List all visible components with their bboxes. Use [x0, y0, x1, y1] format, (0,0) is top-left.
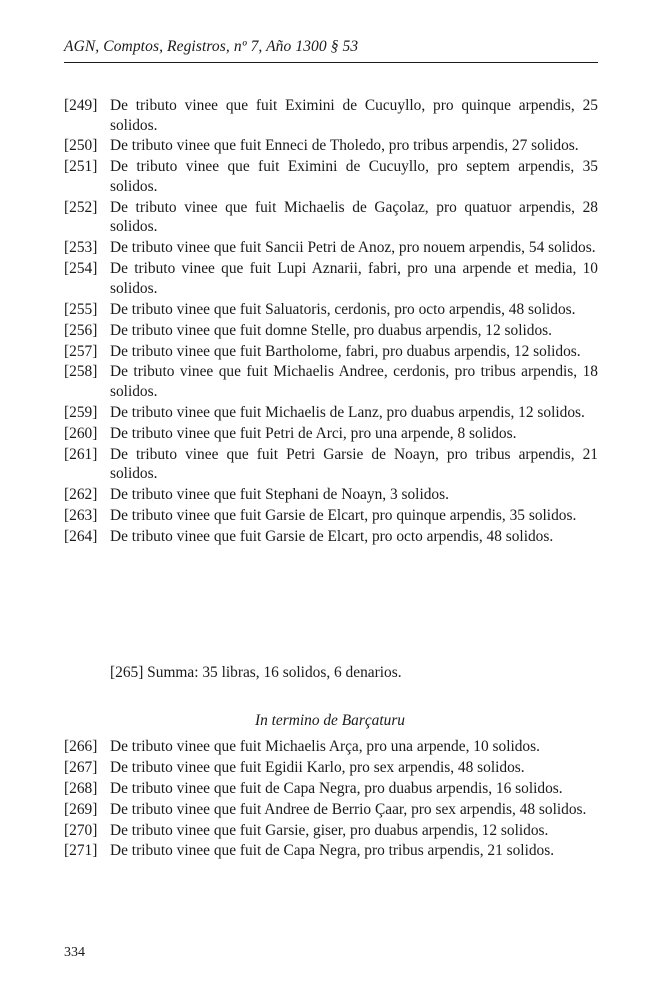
entry-258: [64, 362, 598, 401]
entry-253: [64, 238, 598, 258]
entry-number: [261]: [64, 445, 98, 463]
entry-text: De tributo vinee que fuit Eximini de Cucuyllo, pro septem arpendis, 35 solidos.: [110, 158, 598, 195]
entry-255: [64, 300, 598, 320]
entry-number: [264]: [64, 527, 98, 545]
entry-number: [269]: [64, 800, 98, 818]
entry-252: [64, 198, 598, 237]
entry-text: De tributo vinee que fuit Petri de Arci, pro una arpende, 8 solidos.: [110, 424, 517, 442]
entry-number: [260]: [64, 424, 98, 442]
entry-number: [250]: [64, 137, 98, 155]
entry-text: De tributo vinee que fuit Michaelis de Gaçolaz, pro quatuor arpendis, 28 solidos.: [110, 198, 598, 236]
entry-number: [257]: [64, 342, 98, 360]
summa-total: [265] Summa: 35 libras, 16 solidos, 6 denarios.: [110, 664, 402, 681]
entry-266: [64, 737, 598, 757]
entry-number: [252]: [64, 198, 98, 216]
entry-text: De tributo vinee que fuit Eximini de Cucuyllo, pro quinque arpendis, 25 solidos.: [110, 97, 598, 134]
entry-number: [259]: [64, 403, 98, 421]
entry-text: De tributo vinee que fuit Michaelis Arça, pro una arpende, 10 solidos.: [110, 738, 540, 755]
entry-number: [256]: [64, 321, 98, 339]
entry-number: [251]: [64, 158, 98, 176]
entry-text: De tributo vinee que fuit Lupi Aznarii, fabri, pro una arpende et media, 10 solidos.: [110, 260, 598, 297]
entry-271: [64, 841, 598, 861]
entry-text: De tributo vinee que fuit Andree de Berrio Çaar, pro sex arpendis, 48 solidos.: [110, 800, 587, 818]
entry-262: [64, 485, 598, 505]
entry-text: De tributo vinee que fuit Michaelis de Lanz, pro duabus arpendis, 12 solidos.: [110, 403, 585, 421]
entry-number: [270]: [64, 821, 98, 839]
entry-250: [64, 136, 598, 156]
entry-267: [64, 758, 598, 778]
entry-number: [268]: [64, 779, 98, 797]
entries-list-a: [64, 96, 598, 548]
entry-number: [249]: [64, 97, 98, 114]
entry-text: De tributo vinee que fuit Egidii Karlo, pro sex arpendis, 48 solidos.: [110, 758, 525, 776]
page-number: 334: [64, 945, 85, 960]
entry-number: [271]: [64, 842, 98, 860]
entry-text: De tributo vinee que fuit Saluatoris, cerdonis, pro octo arpendis, 48 solidos.: [110, 300, 576, 318]
entry-number: [266]: [64, 738, 98, 755]
entry-260: [64, 424, 598, 444]
entry-268: [64, 779, 598, 799]
entry-254: [64, 259, 598, 298]
entry-text: De tributo vinee que fuit Petri Garsie de Noayn, pro tribus arpendis, 21 solidos.: [110, 445, 598, 483]
entry-number: [255]: [64, 300, 98, 318]
header-rule: [64, 62, 598, 63]
entry-number: [267]: [64, 758, 98, 776]
entry-text: De tributo vinee que fuit Stephani de Noayn, 3 solidos.: [110, 486, 449, 504]
entry-text: De tributo vinee que fuit Michaelis Andree, cerdonis, pro tribus arpendis, 18 solidos.: [110, 363, 598, 400]
entry-number: [258]: [64, 363, 98, 381]
entry-number: [253]: [64, 239, 98, 257]
entry-text: De tributo vinee que fuit Sancii Petri de Anoz, pro nouem arpendis, 54 solidos.: [110, 239, 596, 257]
entry-text: De tributo vinee que fuit domne Stelle, pro duabus arpendis, 12 solidos.: [110, 321, 552, 339]
entry-261: [64, 445, 598, 484]
entry-263: [64, 506, 598, 526]
entry-257: [64, 342, 598, 362]
entry-259: [64, 403, 598, 423]
entry-text: De tributo vinee que fuit de Capa Negra, pro duabus arpendis, 16 solidos.: [110, 779, 563, 797]
section-title: In termino de Barçaturu: [254, 712, 406, 729]
entry-270: [64, 821, 598, 841]
entry-text: De tributo vinee que fuit Garsie de Elcart, pro quinque arpendis, 35 solidos.: [110, 507, 577, 525]
entry-text: De tributo vinee que fuit Garsie, giser, pro duabus arpendis, 12 solidos.: [110, 821, 549, 839]
entries-list-b: [64, 737, 598, 862]
entry-text: De tributo vinee que fuit de Capa Negra, pro tribus arpendis, 21 solidos.: [110, 842, 555, 860]
entry-text: De tributo vinee que fuit Garsie de Elcart, pro octo arpendis, 48 solidos.: [110, 527, 554, 545]
entry-256: [64, 321, 598, 341]
entry-251: [64, 157, 598, 196]
entry-249: [64, 96, 598, 135]
entry-269: [64, 800, 598, 820]
entry-number: [263]: [64, 507, 98, 525]
entry-number: [262]: [64, 486, 98, 504]
entry-text: De tributo vinee que fuit Enneci de Tholedo, pro tribus arpendis, 27 solidos.: [110, 137, 579, 155]
entry-text: De tributo vinee que fuit Bartholome, fabri, pro duabus arpendis, 12 solidos.: [110, 342, 581, 360]
entry-number: [254]: [64, 260, 98, 278]
running-head: AGN, Comptos, Registros, nº 7, Año 1300 § 53: [64, 38, 359, 55]
entry-264: [64, 527, 598, 547]
